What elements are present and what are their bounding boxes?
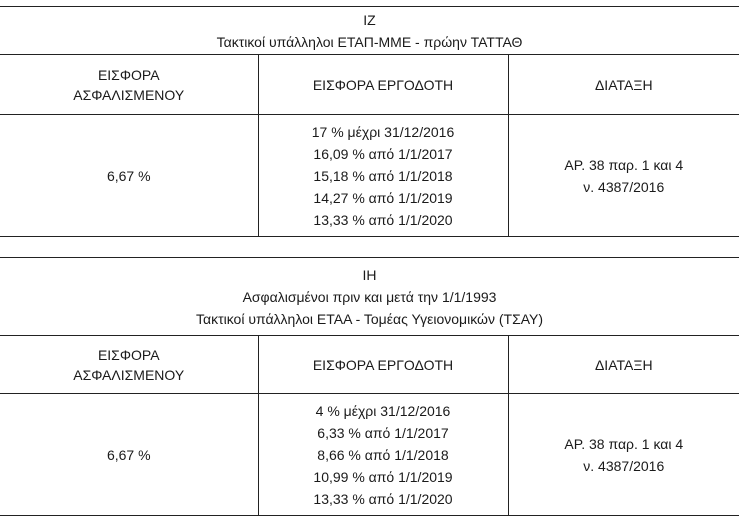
header-insured-line: ΕΙΣΦΟΡΑ [97, 66, 160, 83]
contribution-table-ih [0, 257, 739, 516]
provision-line: ν. 4387/2016 [583, 457, 665, 474]
column-header-row [0, 55, 739, 115]
contribution-table-iz [0, 6, 739, 237]
employer-rate-item: 13,33 % από 1/1/2020 [313, 211, 453, 228]
employer-rate-item: 6,33 % από 1/1/2017 [317, 424, 449, 441]
table-subtitle: Τακτικοί υπάλληλοι ΕΤΑΠ-ΜΜΕ - πρώην ΤΑΤΤΑΘ [216, 33, 523, 50]
header-provision: ΔΙΑΤΑΞΗ [508, 55, 739, 115]
header-employer-contribution: ΕΙΣΦΟΡΑ ΕΡΓΟΔΟΤΗ [258, 55, 508, 115]
employer-rate-item: 8,66 % από 1/1/2018 [317, 446, 449, 463]
table-title-row [0, 7, 739, 55]
employer-rate-item: 4 % μέχρι 31/12/2016 [315, 402, 451, 419]
column-header-row [0, 336, 739, 394]
table-code: ΙΗ [362, 266, 377, 283]
employer-rate-item: 10,99 % από 1/1/2019 [313, 468, 453, 485]
header-insured-line: ΑΣΦΑΛΙΣΜΕΝΟΥ [73, 86, 185, 103]
header-insured-line: ΑΣΦΑΛΙΣΜΕΝΟΥ [73, 366, 185, 383]
table-subtitle: Ασφαλισμένοι πριν και μετά την 1/1/1993 [242, 288, 497, 305]
employer-rate-item: 13,33 % από 1/1/2020 [313, 490, 453, 507]
header-insured-contribution [0, 55, 258, 115]
employer-rate-item: 16,09 % από 1/1/2017 [313, 145, 453, 162]
table-title-cell [0, 258, 739, 336]
employer-rate-item: 15,18 % από 1/1/2018 [313, 167, 453, 184]
header-insured-line: ΕΙΣΦΟΡΑ [97, 346, 160, 363]
table-row [0, 394, 739, 516]
insured-rate: 6,67 % [0, 394, 258, 516]
header-employer-contribution: ΕΙΣΦΟΡΑ ΕΡΓΟΔΟΤΗ [258, 336, 508, 394]
header-provision: ΔΙΑΤΑΞΗ [508, 336, 739, 394]
provision-line: ΑΡ. 38 παρ. 1 και 4 [564, 156, 684, 173]
table-title-row [0, 258, 739, 336]
header-insured-contribution [0, 336, 258, 394]
table-row [0, 115, 739, 237]
provision-text [508, 394, 739, 516]
employer-rates [258, 394, 508, 516]
table-code: ΙΖ [363, 11, 376, 28]
provision-line: ΑΡ. 38 παρ. 1 και 4 [564, 435, 684, 452]
provision-text [508, 115, 739, 237]
employer-rate-item: 17 % μέχρι 31/12/2016 [311, 123, 455, 140]
employer-rates [258, 115, 508, 237]
insured-rate: 6,67 % [0, 115, 258, 237]
table-title-cell [0, 7, 739, 55]
table-subtitle: Τακτικοί υπάλληλοι ΕΤΑΑ - Τομέας Υγειονομικών (ΤΣΑΥ) [195, 310, 544, 327]
employer-rate-item: 14,27 % από 1/1/2019 [313, 189, 453, 206]
provision-line: ν. 4387/2016 [583, 178, 665, 195]
